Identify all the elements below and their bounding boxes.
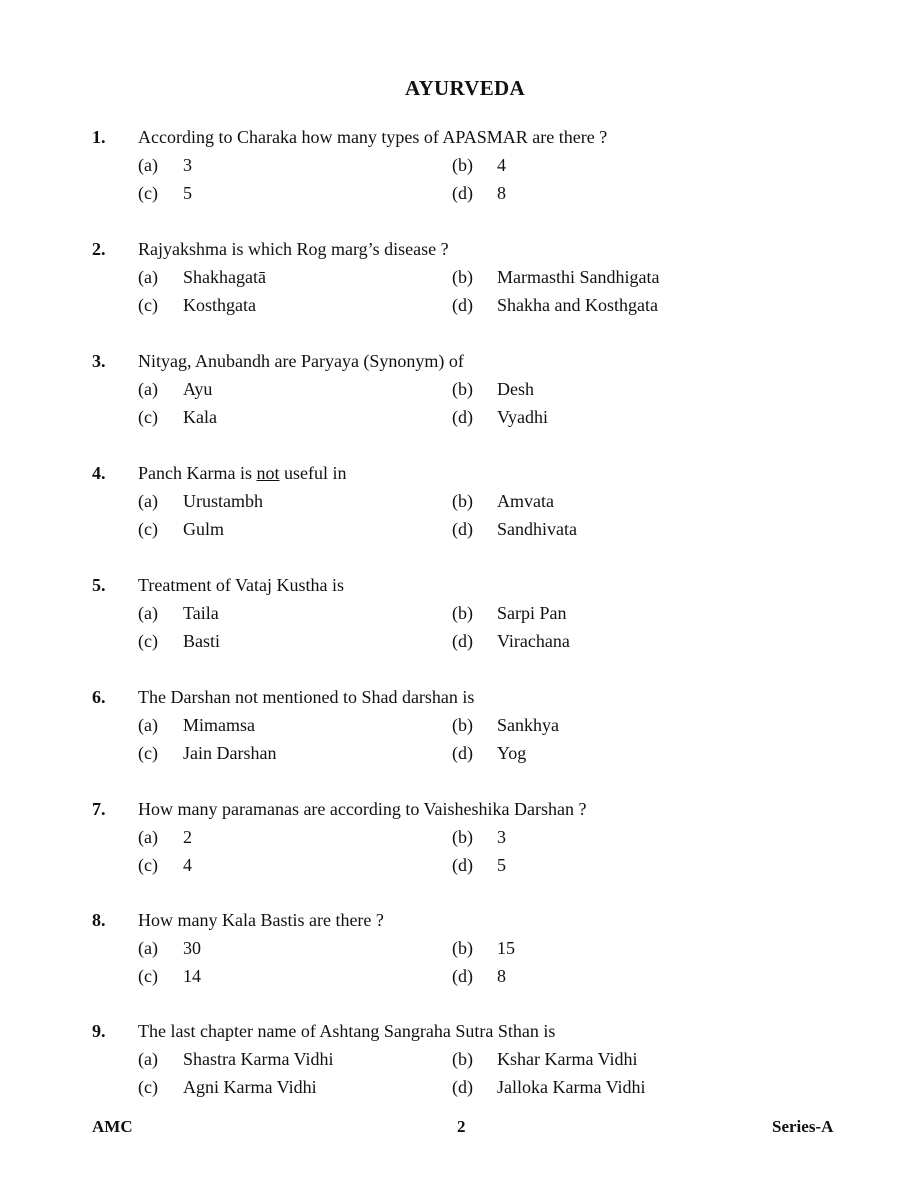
option-label: (c): [138, 855, 158, 875]
option-label: (a): [138, 491, 158, 511]
option-label: (d): [452, 966, 473, 986]
option-label: (a): [138, 155, 158, 175]
page-title: AYURVEDA: [405, 76, 525, 100]
question-number: 8.: [92, 910, 106, 930]
option-label: (a): [138, 267, 158, 287]
option-label: (c): [138, 743, 158, 763]
option-value: Ayu: [183, 379, 213, 399]
option-label: (b): [452, 491, 473, 511]
option-value: 5: [183, 183, 192, 203]
question-3: [0, 351, 900, 441]
option-value: Mimamsa: [183, 715, 255, 735]
option-label: (b): [452, 267, 473, 287]
option-value: 15: [497, 938, 515, 958]
question-text-start: Panch Karma is: [138, 463, 257, 483]
option-label: (c): [138, 295, 158, 315]
option-value: Virachana: [497, 631, 570, 651]
option-label: (a): [138, 379, 158, 399]
option-label: (d): [452, 183, 473, 203]
question-text: How many paramanas are according to Vaisheshika Darshan ?: [138, 799, 587, 819]
option-value: Jain Darshan: [183, 743, 277, 763]
option-value: Shakha and Kosthgata: [497, 295, 658, 315]
question-4: [0, 463, 900, 553]
question-text: The Darshan not mentioned to Shad darshan is: [138, 687, 475, 707]
option-label: (c): [138, 407, 158, 427]
option-value: 4: [183, 855, 192, 875]
option-label: (b): [452, 155, 473, 175]
option-label: (c): [138, 1077, 158, 1097]
option-label: (a): [138, 827, 158, 847]
option-label: (d): [452, 519, 473, 539]
option-label: (d): [452, 743, 473, 763]
option-value: 8: [497, 966, 506, 986]
option-value: 3: [183, 155, 192, 175]
option-value: Sandhivata: [497, 519, 577, 539]
option-label: (b): [452, 1049, 473, 1069]
question-5: [0, 575, 900, 665]
option-label: (d): [452, 1077, 473, 1097]
question-text: Nityag, Anubandh are Paryaya (Synonym) of: [138, 351, 464, 371]
option-value: 30: [183, 938, 201, 958]
question-text: Treatment of Vataj Kustha is: [138, 575, 344, 595]
option-label: (a): [138, 1049, 158, 1069]
option-label: (d): [452, 295, 473, 315]
option-value: Desh: [497, 379, 534, 399]
question-2: [0, 239, 900, 329]
question-text: Rajyakshma is which Rog marg’s disease ?: [138, 239, 449, 259]
option-label: (a): [138, 938, 158, 958]
question-text: [138, 463, 346, 484]
option-value: 4: [497, 155, 506, 175]
option-value: Taila: [183, 603, 219, 623]
option-label: (b): [452, 938, 473, 958]
option-value: Urustambh: [183, 491, 263, 511]
question-text-underlined: not: [256, 463, 280, 483]
option-label: (c): [138, 631, 158, 651]
option-label: (a): [138, 603, 158, 623]
question-text: The last chapter name of Ashtang Sangraha Sutra Sthan is: [138, 1021, 556, 1041]
question-number: 2.: [92, 239, 106, 259]
question-1: [0, 127, 900, 217]
option-value: 2: [183, 827, 192, 847]
question-number: 4.: [92, 463, 106, 483]
option-value: Gulm: [183, 519, 225, 539]
option-value: Basti: [183, 631, 221, 651]
option-value: 8: [497, 183, 506, 203]
question-number: 7.: [92, 799, 106, 819]
option-value: Agni Karma Vidhi: [183, 1077, 317, 1097]
option-value: 14: [183, 966, 201, 986]
option-value: Jalloka Karma Vidhi: [497, 1077, 646, 1097]
option-value: Sarpi Pan: [497, 603, 567, 623]
option-value: 5: [497, 855, 506, 875]
question-6: [0, 687, 900, 777]
question-text: According to Charaka how many types of APASMAR are there ?: [138, 127, 608, 147]
question-number: 6.: [92, 687, 106, 707]
option-value: Shakhagatā: [183, 267, 266, 287]
option-label: (b): [452, 827, 473, 847]
footer-page-number: 2: [457, 1117, 466, 1136]
question-number: 3.: [92, 351, 106, 371]
option-label: (d): [452, 407, 473, 427]
option-label: (d): [452, 631, 473, 651]
option-value: Marmasthi Sandhigata: [497, 267, 660, 287]
option-label: (c): [138, 519, 158, 539]
option-label: (c): [138, 183, 158, 203]
option-value: Yog: [497, 743, 527, 763]
option-value: Shastra Karma Vidhi: [183, 1049, 334, 1069]
question-number: 1.: [92, 127, 106, 147]
footer-series: Series-A: [772, 1117, 834, 1136]
question-7: [0, 799, 900, 889]
question-number: 9.: [92, 1021, 106, 1041]
option-label: (c): [138, 966, 158, 986]
option-label: (b): [452, 379, 473, 399]
option-value: Sankhya: [497, 715, 559, 735]
option-value: Amvata: [497, 491, 554, 511]
question-9: [0, 1021, 900, 1111]
footer-exam-code: AMC: [92, 1117, 133, 1136]
question-text-end: useful in: [279, 463, 347, 483]
option-value: Kshar Karma Vidhi: [497, 1049, 638, 1069]
option-label: (a): [138, 715, 158, 735]
question-number: 5.: [92, 575, 106, 595]
option-value: Kala: [183, 407, 217, 427]
option-value: Kosthgata: [183, 295, 256, 315]
option-label: (d): [452, 855, 473, 875]
question-8: [0, 910, 900, 1000]
question-text: How many Kala Bastis are there ?: [138, 910, 384, 930]
option-value: 3: [497, 827, 506, 847]
option-label: (b): [452, 715, 473, 735]
option-label: (b): [452, 603, 473, 623]
option-value: Vyadhi: [497, 407, 548, 427]
